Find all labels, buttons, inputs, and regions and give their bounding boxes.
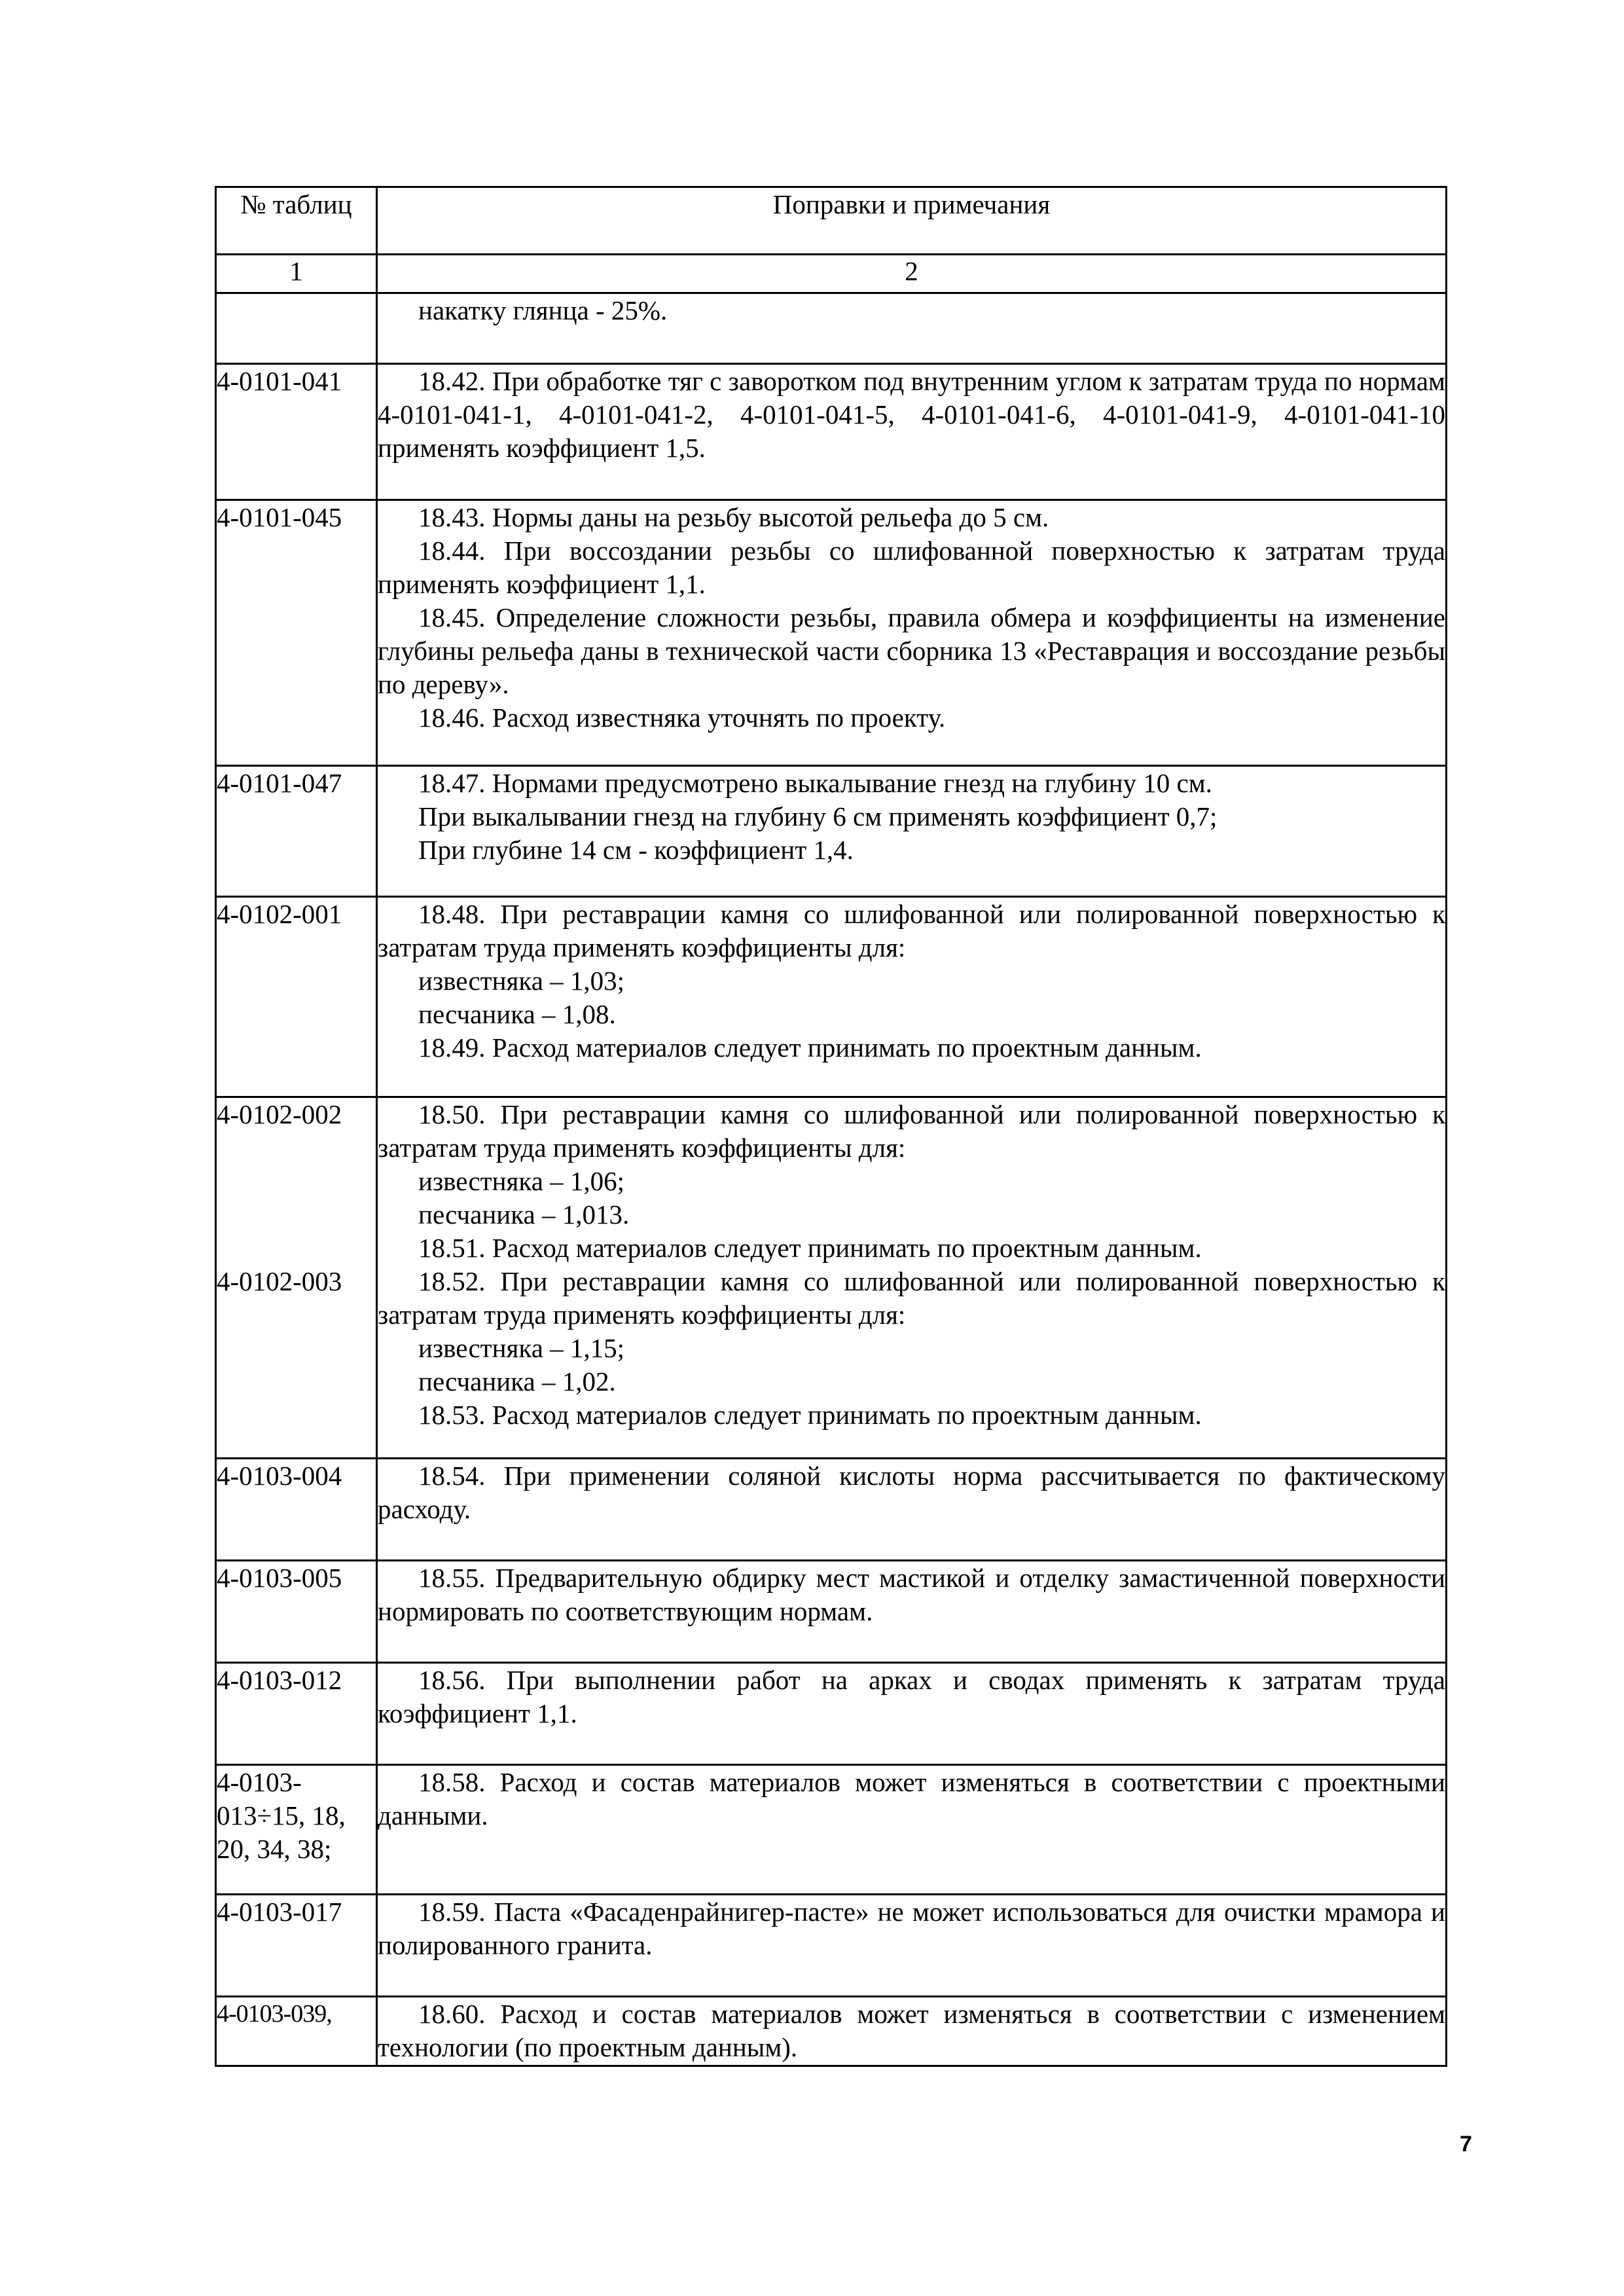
table-row <box>216 1663 1447 1765</box>
note-line: 18.49. Расход материалов следует принимать по проектным данным. <box>418 1032 1202 1063</box>
note-line: известняка – 1,15; <box>418 1333 625 1363</box>
table-number-cell <box>216 1097 377 1459</box>
notes-cell <box>377 293 1447 364</box>
note-line: 18.54. При применении соляной кислоты норма рассчитывается по фактическому расходу. <box>378 1461 1445 1524</box>
notes-cell <box>377 1459 1447 1561</box>
table-row <box>216 1765 1447 1895</box>
note-line: 18.58. Расход и состав материалов может изменяться в соответствии с проектными данными. <box>378 1767 1445 1831</box>
corrections-table <box>215 186 1447 2067</box>
note-line: 18.42. При обработке тяг с заворотком под внутренним углом к затратам труда по нормам 4-0101-041-1, 4-0101-041-2, 4-0101-041-5, 4-0101-041-6, 4-0101-041-9, 4-0101-041-10 применять коэффициент 1,5. <box>378 366 1445 463</box>
note-line: песчаника – 1,08. <box>418 999 616 1029</box>
header-corrections-notes: Поправки и примечания <box>377 187 1447 255</box>
table-number-cell: 4-0101-041 <box>216 364 377 500</box>
table-row <box>216 1561 1447 1663</box>
note-line: 18.44. При воссоздании резьбы со шлифованной поверхностью к затратам труда применять коэффициент 1,1. <box>378 536 1445 599</box>
page-number: 7 <box>1460 2132 1472 2157</box>
note-line: 18.45. Определение сложности резьбы, правила обмера и коэффициенты на изменение глубины рельефа даны в технической части сборника 13 «Реставрация и воссоздание резьбы по дереву». <box>378 602 1445 699</box>
notes-cell <box>377 766 1447 897</box>
note-line: 18.55. Предварительную обдирку мест мастикой и отделку замастиченной поверхности нормировать по соответствующим нормам. <box>378 1563 1445 1626</box>
table-row <box>216 1997 1447 2066</box>
table-number-cell <box>216 293 377 364</box>
note-line: известняка – 1,06; <box>418 1166 625 1196</box>
table-row <box>216 1097 1447 1459</box>
note-line: накатку глянца - 25%. <box>418 295 668 325</box>
note-line: 18.60. Расход и состав материалов может изменяться в соответствии с изменением технологии (по проектным данным). <box>378 1999 1445 2062</box>
note-line: 18.48. При реставрации камня со шлифованной или полированной поверхностью к затратам труда применять коэффициенты для: <box>378 899 1445 962</box>
table-number-cell: 4-0103-012 <box>216 1663 377 1765</box>
note-line: 18.53. Расход материалов следует принимать по проектным данным. <box>418 1400 1202 1430</box>
table-number: 4-0102-003 <box>217 1266 342 1296</box>
column-number-2: 2 <box>377 255 1447 293</box>
notes-cell <box>377 1561 1447 1663</box>
notes-cell <box>377 1765 1447 1895</box>
note-line: известняка – 1,03; <box>418 966 625 996</box>
table-row <box>216 1459 1447 1561</box>
notes-cell <box>377 897 1447 1097</box>
note-line: 18.59. Паста «Фасаденрайнигер-пасте» не может использоваться для очистки мрамора и полированного гранита. <box>378 1897 1445 1960</box>
table-row <box>216 897 1447 1097</box>
note-line: 18.43. Нормы даны на резьбу высотой рельефа до 5 см. <box>418 502 1049 532</box>
table-number-cell: 4-0102-001 <box>216 897 377 1097</box>
note-line: 18.50. При реставрации камня со шлифованной или полированной поверхностью к затратам труда применять коэффициенты для: <box>378 1099 1445 1163</box>
table-number-cell: 4-0101-047 <box>216 766 377 897</box>
note-line: 18.52. При реставрации камня со шлифованной или полированной поверхностью к затратам труда применять коэффициенты для: <box>378 1266 1445 1330</box>
table-row <box>216 500 1447 766</box>
column-number-1: 1 <box>216 255 377 293</box>
table-number-cell: 4-0103-017 <box>216 1895 377 1997</box>
table-number-cell: 4-0103-013÷15, 18, 20, 34, 38; <box>216 1765 377 1895</box>
table-number: 4-0102-002 <box>217 1099 342 1129</box>
table-header-row <box>216 187 1447 255</box>
notes-cell <box>377 1097 1447 1459</box>
header-table-number: № таблиц <box>216 187 377 255</box>
table-number-cell: 4-0103-004 <box>216 1459 377 1561</box>
notes-cell <box>377 364 1447 500</box>
note-line: 18.47. Нормами предусмотрено выкалывание гнезд на глубину 10 см. <box>418 768 1212 798</box>
table-number-cell: 4-0103-039, <box>216 1997 377 2066</box>
table-row <box>216 364 1447 500</box>
column-number-row <box>216 255 1447 293</box>
note-line: песчаника – 1,02. <box>418 1366 616 1396</box>
note-line: 18.56. При выполнении работ на арках и сводах применять к затратам труда коэффициент 1,1. <box>378 1665 1445 1728</box>
note-line: При глубине 14 см - коэффициент 1,4. <box>418 835 854 865</box>
table-row <box>216 1895 1447 1997</box>
table-row <box>216 293 1447 364</box>
notes-cell <box>377 1895 1447 1997</box>
table-number-cell: 4-0103-005 <box>216 1561 377 1663</box>
note-line: При выкалывании гнезд на глубину 6 см применять коэффициент 0,7; <box>418 801 1218 831</box>
notes-cell <box>377 1663 1447 1765</box>
note-line: песчаника – 1,013. <box>418 1199 630 1230</box>
table-number-cell: 4-0101-045 <box>216 500 377 766</box>
note-line: 18.51. Расход материалов следует принимать по проектным данным. <box>418 1233 1202 1263</box>
notes-cell <box>377 500 1447 766</box>
notes-cell <box>377 1997 1447 2066</box>
note-line: 18.46. Расход известняка уточнять по проекту. <box>418 702 946 733</box>
table-row <box>216 766 1447 897</box>
